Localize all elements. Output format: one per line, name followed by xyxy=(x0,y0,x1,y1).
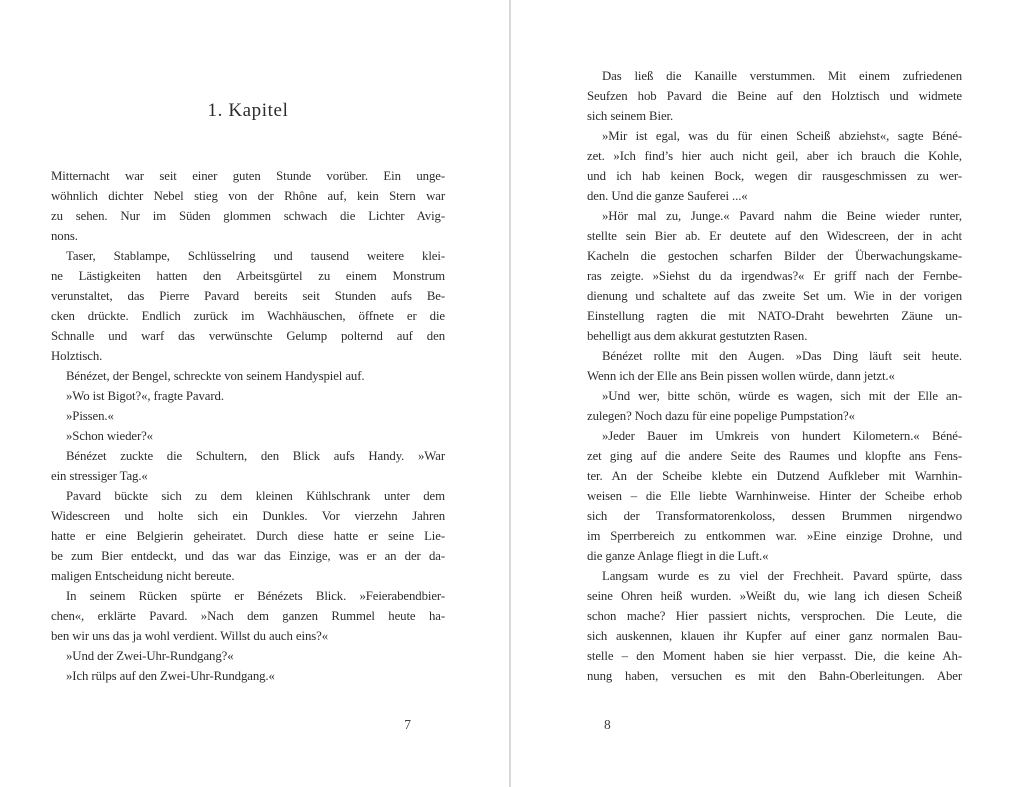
text-line: dienung und schaltete auf das zweite Set um. Wie in der vorigen xyxy=(587,289,962,303)
text-line: zet. »Ich find’s hier auch nicht geil, aber ich brauch die Kohle, xyxy=(587,149,962,163)
text-line: stelle – den Moment haben sie hier verpasst. Die, die keine Ah- xyxy=(587,649,962,663)
text-line: maligen Entscheidung nicht bereute. xyxy=(51,569,235,583)
text-line: chen«, erklärte Pavard. »Nach dem ganzen Rummel heute ha- xyxy=(51,609,445,623)
text-line: Bénézet rollte mit den Augen. »Das Ding läuft seit heute. xyxy=(602,349,962,363)
paragraph xyxy=(51,446,445,486)
paragraph xyxy=(51,366,445,386)
text-line: behelligt aus dem akkurat gestutzten Rasen. xyxy=(587,329,808,343)
text-line: Schnalle und warf das verwünschte Gelump polternd auf den xyxy=(51,329,445,343)
chapter-heading: 1. Kapitel xyxy=(207,100,289,121)
paragraph xyxy=(51,586,445,646)
text-line: Taser, Stablampe, Schlüsselring und tausend weitere klei- xyxy=(66,249,445,263)
text-line: ras zeigte. »Siehst du da irgendwas?« Er griff nach der Fernbe- xyxy=(587,269,962,283)
paragraph xyxy=(51,166,445,246)
text-line: ne Lästigkeiten hatten den Arbeitsgürtel zu einem Monstrum xyxy=(51,269,445,283)
text-line: Wenn ich der Elle ans Bein pissen wollen würde, dann jetzt.« xyxy=(587,369,895,383)
text-line: »Und wer, bitte schön, würde es wagen, sich mit der Elle an- xyxy=(602,389,962,403)
text-line: schon mache? Hier passiert nichts, versprochen. Die Leute, die xyxy=(587,609,962,623)
text-line: den. Und die ganze Sauferei ...« xyxy=(587,189,748,203)
text-line: »Schon wieder?« xyxy=(66,429,153,443)
page-right xyxy=(587,0,962,787)
paragraph xyxy=(587,126,962,206)
text-line: die ganze Anlage fliegt in die Luft.« xyxy=(587,549,769,563)
text-line: verunstaltet, das Pierre Pavard bereits seit Stunden aufs Be- xyxy=(51,289,445,303)
text-line: »Jeder Bauer im Umkreis von hundert Kilometern.« Béné- xyxy=(602,429,962,443)
page-number-left: 7 xyxy=(404,717,411,732)
text-line: wöhnlich dichter Nebel stieg von der Rhône auf, kein Stern war xyxy=(51,189,445,203)
paragraph xyxy=(587,346,962,386)
text-line: ein stressiger Tag.« xyxy=(51,469,148,483)
text-line: hatte er eine Belgierin geheiratet. Durch diese hatte er seine Lie- xyxy=(51,529,445,543)
text-line: cken drückte. Endlich zurück im Wachhäuschen, öffnete er die xyxy=(51,309,445,323)
text-line: Holztisch. xyxy=(51,349,103,363)
text-line: Mitternacht war seit einer guten Stunde vorüber. Ein unge- xyxy=(51,169,445,183)
paragraph xyxy=(587,566,962,686)
text-line: sich auskennen, klauen ihr Kupfer auf einer ganz normalen Bau- xyxy=(587,629,962,643)
text-line: Das ließ die Kanaille verstummen. Mit einem zufriedenen xyxy=(602,69,962,83)
page-number-right: 8 xyxy=(604,717,611,732)
text-line: im Sperrbereich zu entkommen war. »Eine einzige Drohne, und xyxy=(587,529,962,543)
text-line: Langsam wurde es zu viel der Frechheit. Pavard spürte, dass xyxy=(602,569,962,583)
text-line: stellte sein Bier ab. Er deutete auf den Widescreen, der in acht xyxy=(587,229,962,243)
text-line: »Ich rülps auf den Zwei-Uhr-Rundgang.« xyxy=(66,669,275,683)
paragraph xyxy=(51,386,445,406)
text-line: Einstellung ragten die mit NATO-Draht bewehrten Zäune un- xyxy=(587,309,962,323)
page-left xyxy=(51,0,445,787)
text-line: Widescreen und holte sich ein Dunkles. Vor vierzehn Jahren xyxy=(51,509,445,523)
text-line: »Und der Zwei-Uhr-Rundgang?« xyxy=(66,649,234,663)
text-line: weisen – die Elle liebte Warnhinweise. Hinter der Scheibe erhob xyxy=(587,489,962,503)
paragraph xyxy=(587,206,962,346)
text-line: Bénézet, der Bengel, schreckte von seinem Handyspiel auf. xyxy=(66,369,365,383)
text-line: nons. xyxy=(51,229,78,243)
page-body-left xyxy=(51,166,445,686)
paragraph xyxy=(51,426,445,446)
paragraph xyxy=(587,66,962,126)
text-line: ter. An der Scheibe klebte ein Dutzend Aufkleber mit Warnhin- xyxy=(587,469,962,483)
page-body-right xyxy=(587,66,962,686)
text-line: zulegen? Noch dazu für eine popelige Pumpstation?« xyxy=(587,409,855,423)
text-line: nung haben, versuchen es mit den Bahn-Oberleitungen. Aber xyxy=(587,669,962,683)
text-line: be zum Bier entdeckt, und das war das Einzige, was er an der da- xyxy=(51,549,445,563)
text-line: »Mir ist egal, was du für einen Scheiß abziehst«, sagte Béné- xyxy=(602,129,962,143)
text-line: ben wir uns das ja wohl verdient. Willst du auch eins?« xyxy=(51,629,329,643)
text-line: zet ging auf die andere Seite des Raumes und klopfte ans Fens- xyxy=(587,449,962,463)
text-line: und ich hab keinen Bock, wegen dir rausgeschmissen zu wer- xyxy=(587,169,962,183)
text-line: Kacheln die gestochen scharfen Bilder der Überwachungskame- xyxy=(587,249,962,263)
text-line: sich der Transformatorenkoloss, dessen Brummen nirgendwo xyxy=(587,509,962,523)
text-line: Bénézet zuckte die Schultern, den Blick aufs Handy. »War xyxy=(66,449,445,463)
page-divider xyxy=(509,0,511,787)
text-line: Seufzen hob Pavard die Beine auf den Holztisch und widmete xyxy=(587,89,962,103)
text-line: »Pissen.« xyxy=(66,409,114,423)
paragraph xyxy=(51,486,445,586)
paragraph xyxy=(51,646,445,666)
paragraph xyxy=(51,246,445,366)
paragraph xyxy=(51,406,445,426)
text-line: Pavard bückte sich zu dem kleinen Kühlschrank unter dem xyxy=(66,489,445,503)
paragraph xyxy=(51,666,445,686)
text-line: seine Ohren heiß wurden. »Weißt du, wie lang ich diesen Scheiß xyxy=(587,589,962,603)
text-line: zu sehen. Nur im Süden glommen schwach die Lichter Avig- xyxy=(51,209,445,223)
text-line: »Hör mal zu, Junge.« Pavard nahm die Beine wieder runter, xyxy=(602,209,962,223)
text-line: sich seinem Bier. xyxy=(587,109,674,123)
paragraph xyxy=(587,386,962,426)
paragraph xyxy=(587,426,962,566)
text-line: In seinem Rücken spürte er Bénézets Blick. »Feierabendbier- xyxy=(66,589,445,603)
text-line: »Wo ist Bigot?«, fragte Pavard. xyxy=(66,389,224,403)
